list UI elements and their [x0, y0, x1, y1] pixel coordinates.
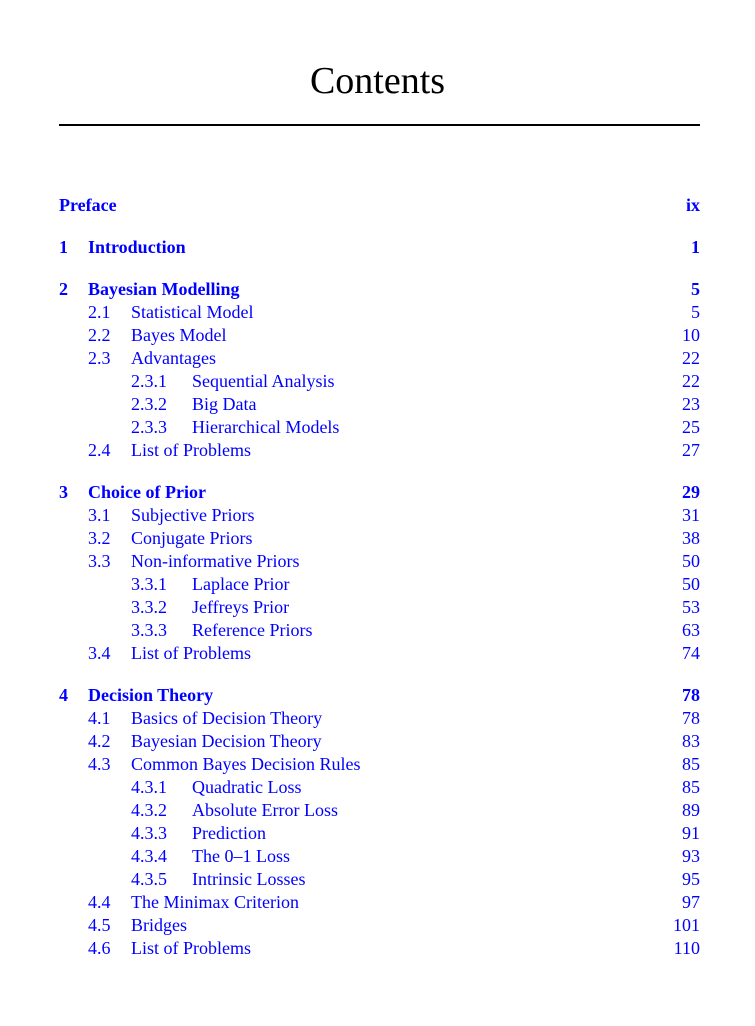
toc-entry-title: Jeffreys Prior: [192, 597, 290, 617]
toc-section-link[interactable]: [59, 642, 700, 665]
toc-section-link[interactable]: [59, 753, 700, 776]
toc-entry-title: Big Data: [192, 394, 257, 414]
toc-entry-page: 22: [682, 348, 700, 368]
toc-subsection-link[interactable]: [59, 596, 700, 619]
toc-entry-title: The Minimax Criterion: [131, 892, 299, 912]
toc-entry-number: 1: [59, 237, 68, 257]
toc-section-link[interactable]: [59, 527, 700, 550]
toc-entry-number: 4.3.1: [131, 777, 167, 797]
toc-entry-page: 83: [682, 731, 700, 751]
toc-entry-page: 91: [682, 823, 700, 843]
toc-entry-page: 5: [691, 302, 700, 322]
toc-chapter-link[interactable]: [59, 481, 700, 504]
toc-entry-page: 95: [682, 869, 700, 889]
toc-section-link[interactable]: [59, 937, 700, 960]
toc-entry-page: 5: [691, 279, 700, 299]
toc-entry-page: 23: [682, 394, 700, 414]
toc-entry-number: 3.3: [88, 551, 111, 571]
toc-entry-title: List of Problems: [131, 938, 251, 958]
toc-entry-number: 4.6: [88, 938, 111, 958]
toc-entry-number: 4.3.5: [131, 869, 167, 889]
toc-entry-number: 3.1: [88, 505, 111, 525]
toc-entry-number: 3.3.1: [131, 574, 167, 594]
toc-entry-number: 4.3.2: [131, 800, 167, 820]
toc-entry-number: 3.3.2: [131, 597, 167, 617]
page-title: Contents: [309, 60, 446, 102]
toc-section-link[interactable]: [59, 914, 700, 937]
toc-entry-title: Quadratic Loss: [192, 777, 302, 797]
toc-entry-number: 4.5: [88, 915, 111, 935]
toc-entry-title: Subjective Priors: [131, 505, 255, 525]
toc-entry-title: Decision Theory: [88, 685, 214, 705]
toc-subsection-link[interactable]: [59, 799, 700, 822]
toc-section-link[interactable]: [59, 301, 700, 324]
toc-entry-title: Choice of Prior: [88, 482, 206, 502]
toc-chapter-link[interactable]: [59, 278, 700, 301]
toc-entry-title: Advantages: [131, 348, 216, 368]
toc-entry-title: List of Problems: [131, 440, 251, 460]
toc-entry-number: 4.2: [88, 731, 111, 751]
toc-entry-page: 110: [673, 938, 700, 958]
toc-entry-page: 29: [682, 482, 700, 502]
toc-entry-number: 2.3.3: [131, 417, 167, 437]
toc-entry-title: Introduction: [88, 237, 186, 257]
toc-entry-number: 4.1: [88, 708, 111, 728]
toc-entry-page: 53: [682, 597, 700, 617]
toc-entry-page: 22: [682, 371, 700, 391]
toc-subsection-link[interactable]: [59, 619, 700, 642]
toc-section-link[interactable]: [59, 324, 700, 347]
toc-entry-page: 50: [682, 551, 700, 571]
toc-entry-title: Hierarchical Models: [192, 417, 340, 437]
toc-section-link[interactable]: [59, 347, 700, 370]
toc-entry-page: 38: [682, 528, 700, 548]
toc-entry-page: 31: [682, 505, 700, 525]
toc-entry-number: 4.3: [88, 754, 111, 774]
toc-section-link[interactable]: [59, 504, 700, 527]
toc-chapter-link[interactable]: [59, 684, 700, 707]
toc-subsection-link[interactable]: [59, 822, 700, 845]
toc-chapter-link[interactable]: [59, 236, 700, 259]
toc-entry-page: 10: [682, 325, 700, 345]
toc-entry-title: Prediction: [192, 823, 266, 843]
toc-entry-page: 101: [673, 915, 700, 935]
toc-subsection-link[interactable]: [59, 776, 700, 799]
toc-entry-page: 25: [682, 417, 700, 437]
toc-subsection-link[interactable]: [59, 573, 700, 596]
toc-entry-title: Non-informative Priors: [131, 551, 300, 571]
toc-entry-number: 3.3.3: [131, 620, 167, 640]
toc-entry-page: 50: [682, 574, 700, 594]
toc-entry-number: 2: [59, 279, 68, 299]
toc-entry-number: 2.3.2: [131, 394, 167, 414]
toc-entry-page: 27: [682, 440, 700, 460]
toc-section-link[interactable]: [59, 730, 700, 753]
toc-entry-number: 3.4: [88, 643, 111, 663]
table-of-contents: [59, 194, 700, 960]
toc-entry-number: 3.2: [88, 528, 111, 548]
toc-subsection-link[interactable]: [59, 393, 700, 416]
toc-entry-title: Bridges: [131, 915, 187, 935]
toc-entry-page: ix: [685, 195, 700, 215]
toc-entry-title: Intrinsic Losses: [192, 869, 306, 889]
toc-entry-number: 2.4: [88, 440, 111, 460]
toc-entry-page: 74: [682, 643, 700, 663]
toc-entry-page: 63: [682, 620, 700, 640]
toc-section-link[interactable]: [59, 891, 700, 914]
toc-entry-title: Statistical Model: [131, 302, 254, 322]
toc-entry-title: Common Bayes Decision Rules: [131, 754, 361, 774]
toc-entry-page: 78: [682, 708, 700, 728]
toc-entry-title: Bayes Model: [131, 325, 227, 345]
toc-entry-page: 85: [682, 754, 700, 774]
toc-entry-title: Conjugate Priors: [131, 528, 253, 548]
toc-entry-page: 97: [682, 892, 700, 912]
toc-entry-number: 2.3: [88, 348, 111, 368]
toc-subsection-link[interactable]: [59, 845, 700, 868]
toc-entry-number: 4.3.4: [131, 846, 167, 866]
toc-entry-number: 4: [59, 685, 68, 705]
toc-chapter-link[interactable]: [59, 194, 700, 217]
toc-entry-title: Preface: [59, 195, 117, 215]
toc-entry-title: Basics of Decision Theory: [131, 708, 323, 728]
toc-entry-number: 2.2: [88, 325, 111, 345]
toc-subsection-link[interactable]: [59, 416, 700, 439]
toc-entry-title: Sequential Analysis: [192, 371, 335, 391]
toc-section-link[interactable]: [59, 550, 700, 573]
toc-entry-page: 78: [682, 685, 700, 705]
toc-entry-number: 4.4: [88, 892, 111, 912]
toc-entry-number: 3: [59, 482, 68, 502]
toc-entry-page: 89: [682, 800, 700, 820]
toc-entry-title: Bayesian Modelling: [88, 279, 240, 299]
toc-entry-number: 4.3.3: [131, 823, 167, 843]
toc-entry-number: 2.1: [88, 302, 111, 322]
toc-entry-title: List of Problems: [131, 643, 251, 663]
toc-entry-title: The 0–1 Loss: [192, 846, 290, 866]
toc-subsection-link[interactable]: [59, 370, 700, 393]
toc-section-link[interactable]: [59, 707, 700, 730]
toc-section-link[interactable]: [59, 439, 700, 462]
toc-subsection-link[interactable]: [59, 868, 700, 891]
title-divider: [59, 124, 700, 126]
toc-entry-page: 1: [691, 237, 700, 257]
toc-entry-title: Absolute Error Loss: [192, 800, 338, 820]
toc-entry-title: Bayesian Decision Theory: [131, 731, 322, 751]
toc-entry-title: Laplace Prior: [192, 574, 290, 594]
toc-entry-number: 2.3.1: [131, 371, 167, 391]
toc-entry-page: 85: [682, 777, 700, 797]
toc-entry-page: 93: [682, 846, 700, 866]
toc-entry-title: Reference Priors: [192, 620, 313, 640]
